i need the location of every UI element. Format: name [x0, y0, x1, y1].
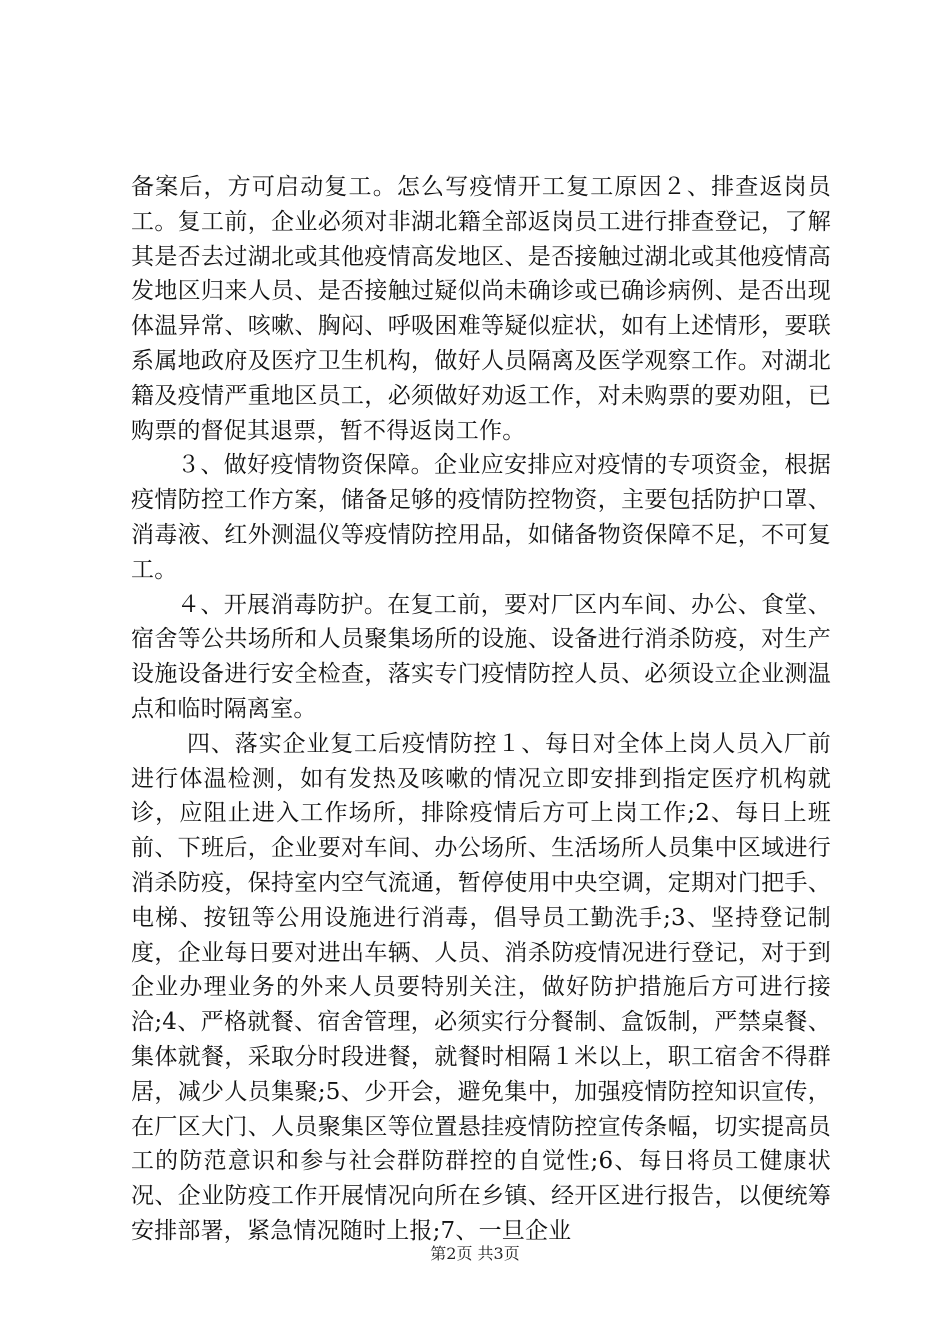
paragraph-item-3: ３、做好疫情物资保障。企业应安排应对疫情的专项资金，根据疫情防控工作方案，储备足够的疫情防控物资，主要包括防护口罩、消毒液、红外测温仪等疫情防控用品，如储备物资保障不足，不可复工。: [131, 452, 831, 583]
paragraph-continuation: 备案后，方可启动复工。怎么写疫情开工复工原因２、排查返岗员工。复工前，企业必须对非湖北籍全部返岗员工进行排查登记，了解其是否去过湖北或其他疫情高发地区、是否接触过湖北或其他疫情高发地区归来人员、是否接触过疑似尚未确诊或已确诊病例、是否出现体温异常、咳嗽、胸闷、呼吸困难等疑似症状，如有上述情形，要联系属地政府及医疗卫生机构，做好人员隔离及医学观察工作。对湖北籍及疫情严重地区员工，必须做好劝返工作，对未购票的要劝阻，已购票的督促其退票，暂不得返岗工作。: [131, 174, 831, 444]
paragraph-section-4: 四、落实企业复工后疫情防控１、每日对全体上岗人员入厂前进行体温检测，如有发热及咳嗽的情况立即安排到指定医疗机构就诊，应阻止进入工作场所，排除疫情后方可上岗工作;2、每日上班前、下班后，企业要对车间、办公场所、生活场所人员集中区域进行消杀防疫，保持室内空气流通，暂停使用中央空调，定期对门把手、电梯、按钮等公用设施进行消毒，倡导员工勤洗手;3、坚持登记制度，企业每日要对进出车辆、人员、消杀防疫情况进行登记，对于到企业办理业务的外来人员要特别关注，做好防护措施后方可进行接洽;4、严格就餐、宿舍管理，必须实行分餐制、盒饭制，严禁桌餐、集体就餐，采取分时段进餐，就餐时相隔１米以上，职工宿舍不得群居，减少人员集聚;5、少开会，避免集中，加强疫情防控知识宣传，在厂区大门、人员聚集区等位置悬挂疫情防控宣传条幅，切实提高员工的防范意识和参与社会群防群控的自觉性;6、每日将员工健康状况、企业防疫工作开展情况向所在乡镇、经开区进行报告，以便统筹安排部署，紧急情况随时上报;7、一旦企业: [131, 730, 831, 1244]
page-footer: 第2页 共3页: [430, 1244, 520, 1263]
document-body: [131, 170, 831, 1249]
paragraph-item-4: ４、开展消毒防护。在复工前，要对厂区内车间、办公、食堂、宿舍等公共场所和人员聚集场所的设施、设备进行消杀防疫，对生产设施设备进行安全检查，落实专门疫情防控人员、必须设立企业测温点和临时隔离室。: [131, 591, 831, 722]
